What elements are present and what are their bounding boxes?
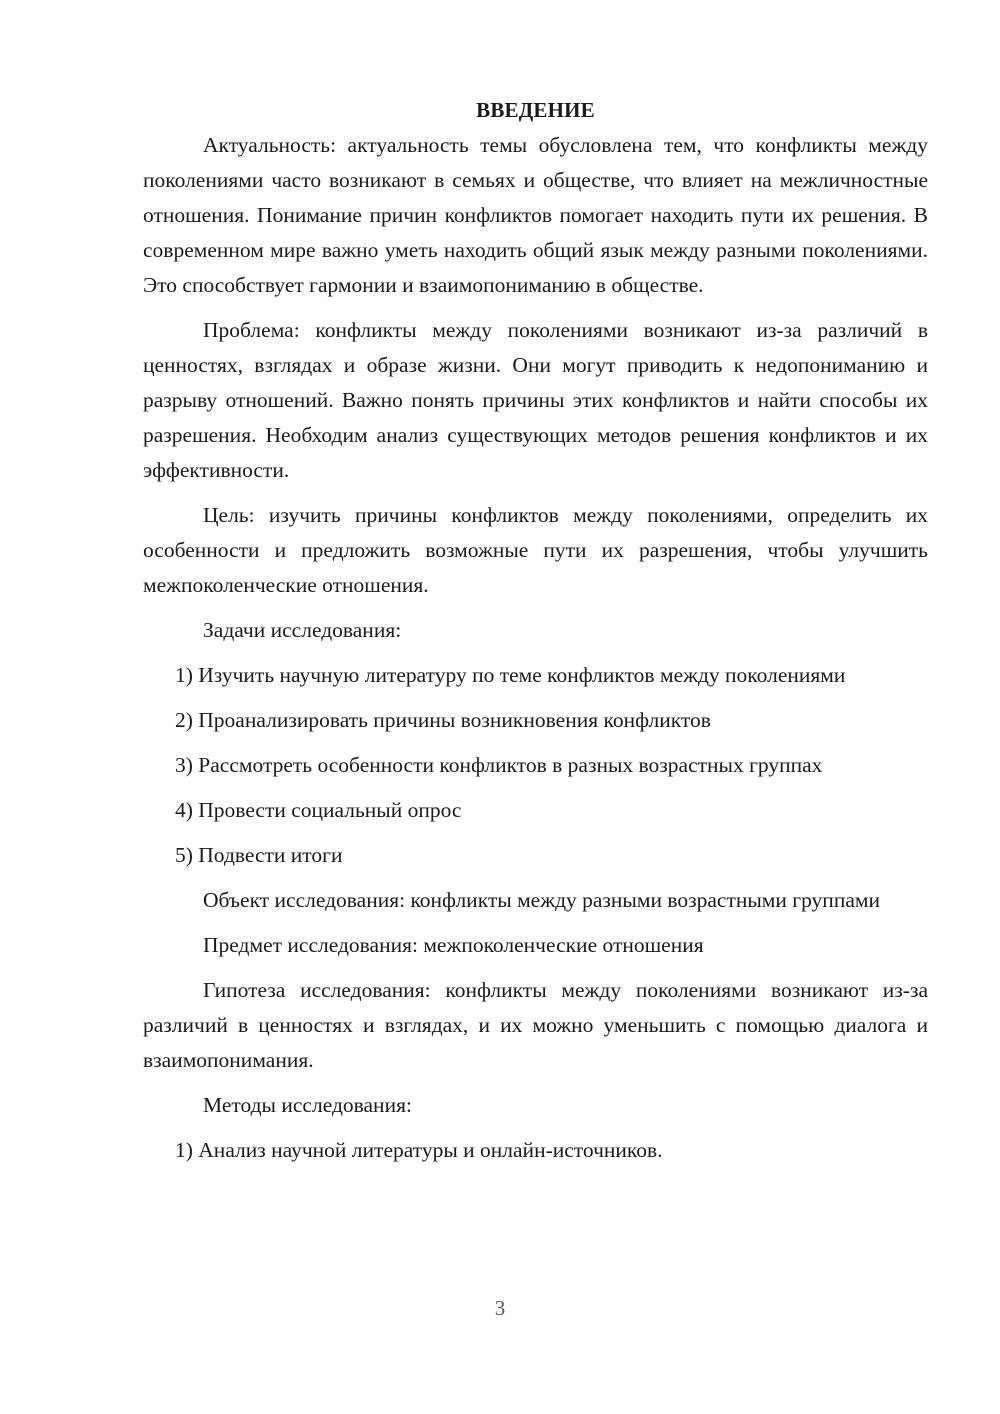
task-item-5: 5) Подвести итоги	[175, 843, 343, 867]
method-item-1: 1) Анализ научной литературы и онлайн-источников.	[175, 1138, 663, 1162]
subject-paragraph: Предмет исследования: межпоколенческие отношения	[203, 933, 704, 957]
goal-paragraph: Цель: изучить причины конфликтов между поколениями, определить их особенности и предложить возможные пути их разрешения, чтобы улучшить межпоколенческие отношения.	[143, 503, 928, 597]
methods-heading: Методы исследования:	[203, 1093, 412, 1117]
relevance-paragraph: Актуальность: актуальность темы обусловлена тем, что конфликты между поколениями часто возникают в семьях и обществе, что влияет на межличностные отношения. Понимание причин конфликтов помогает находить пути их решения. В современном мире важно уметь находить общий язык между разными поколениями. Это способствует гармонии и взаимопониманию в обществе.	[143, 133, 928, 297]
task-item-3: 3) Рассмотреть особенности конфликтов в разных возрастных группах	[175, 753, 823, 777]
section-title: ВВЕДЕНИЕ	[476, 98, 595, 122]
tasks-heading: Задачи исследования:	[203, 618, 402, 642]
task-item-2: 2) Проанализировать причины возникновения конфликтов	[175, 708, 711, 732]
task-item-1: 1) Изучить научную литературу по теме конфликтов между поколениями	[175, 663, 846, 687]
task-item-4: 4) Провести социальный опрос	[175, 798, 462, 822]
object-paragraph: Объект исследования: конфликты между разными возрастными группами	[203, 888, 880, 912]
hypothesis-paragraph: Гипотеза исследования: конфликты между поколениями возникают из-за различий в ценностях и взглядах, и их можно уменьшить с помощью диалога и взаимопонимания.	[143, 978, 928, 1072]
page-number: 3	[494, 1296, 506, 1320]
problem-paragraph: Проблема: конфликты между поколениями возникают из-за различий в ценностях, взглядах и образе жизни. Они могут приводить к недопониманию и разрыву отношений. Важно понять причины этих конфликтов и найти способы их разрешения. Необходим анализ существующих методов решения конфликтов и их эффективности.	[143, 318, 928, 482]
document-page	[143, 92, 928, 1168]
